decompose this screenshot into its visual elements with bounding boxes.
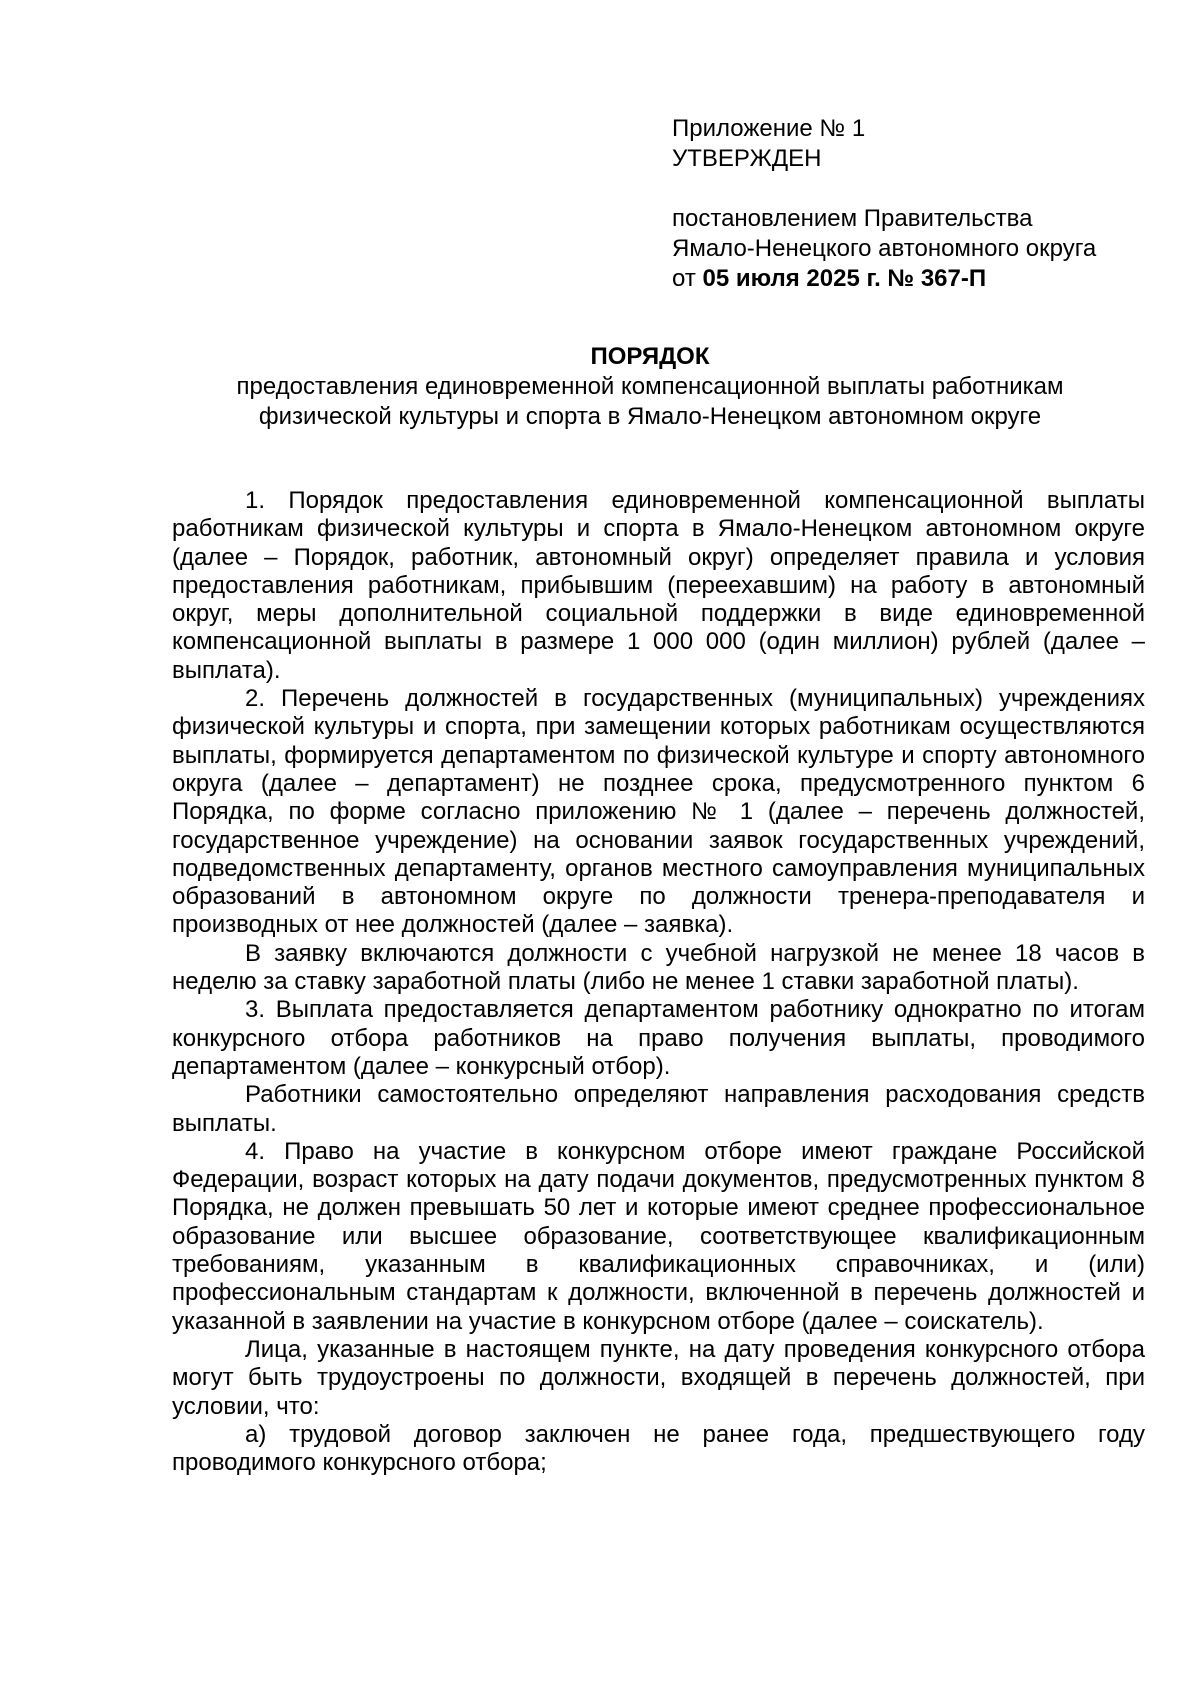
resolution-line: постановлением Правительства [672, 205, 1033, 232]
paragraph: 3. Выплата предоставляется департаментом работнику однократно по итогам конкурсного отбора работников на право получения выплаты, проводимого департаментом (далее – конкурсный отбор). [172, 996, 1145, 1080]
title-subline-1: предоставления единовременной компенсационной выплаты работникам [236, 373, 1064, 400]
paragraph: Лица, указанные в настоящем пункте, на дату проведения конкурсного отбора могут быть трудоустроены по должности, входящей в перечень должностей, при условии, что: [172, 1335, 1145, 1420]
approval-block [672, 114, 1152, 294]
resolution-date: 05 июля 2025 г. № 367-П [702, 265, 987, 292]
title-heading: ПОРЯДОК [590, 343, 710, 370]
resolution-date-line [672, 264, 1152, 294]
date-prefix: от [672, 265, 703, 292]
title-subline-2: физической культуры и спорта в Ямало-Ненецком автономном округе [258, 403, 1042, 430]
paragraph: 1. Порядок предоставления единовременной компенсационной выплаты работникам физической культуры и спорта в Ямало-Ненецком автономном округе (далее – Порядок, работник, автономный округ) определяет правила и условия предоставления работникам, прибывшим (переехавшим) на работу в автономный округ, меры дополнительной социальной поддержки в виде единовременной компенсационной выплаты в размере 1 000 000 (один миллион) рублей (далее – выплата). [172, 487, 1145, 684]
paragraph: а) трудовой договор заключен не ранее года, предшествующего году проводимого конкурсного отбора; [172, 1420, 1145, 1477]
approved-label: УТВЕРЖДЕН [672, 145, 822, 172]
paragraph: В заявку включаются должности с учебной нагрузкой не менее 18 часов в неделю за ставку заработной платы (либо не менее 1 ставки заработной платы). [172, 939, 1145, 996]
paragraph: Работники самостоятельно определяют направления расходования средств выплаты. [172, 1081, 1145, 1137]
document-body [172, 487, 1145, 1477]
government-line: Ямало-Ненецкого автономного округа [672, 235, 1097, 262]
document-title [150, 342, 1150, 432]
appendix-number: Приложение № 1 [672, 115, 866, 142]
approval-gap [672, 174, 1152, 204]
paragraph: 4. Право на участие в конкурсном отборе имеют граждане Российской Федерации, возраст которых на дату подачи документов, предусмотренных пунктом 8 Порядка, не должен превышать 50 лет и которые имеют среднее профессиональное образование или высшее образование, соответствующее квалификационным требованиям, указанным в квалификационных справочниках, и (или) профессиональным стандартам к должности, включенной в перечень должностей и указанной в заявлении на участие в конкурсном отборе (далее – соискатель). [172, 1137, 1145, 1335]
paragraph: 2. Перечень должностей в государственных (муниципальных) учреждениях физической культуры и спорта, при замещении которых работникам осуществляются выплаты, формируется департаментом по физической культуре и спорту автономного округа (далее – департамент) не позднее срока, предусмотренного пунктом 6 Порядка, по форме согласно приложению № 1 (далее – перечень должностей, государственное учреждение) на основании заявок государственных учреждений, подведомственных департаменту, органов местного самоуправления муниципальных образований в автономном округе по должности тренера-преподавателя и производных от нее должностей (далее – заявка). [172, 685, 1145, 939]
